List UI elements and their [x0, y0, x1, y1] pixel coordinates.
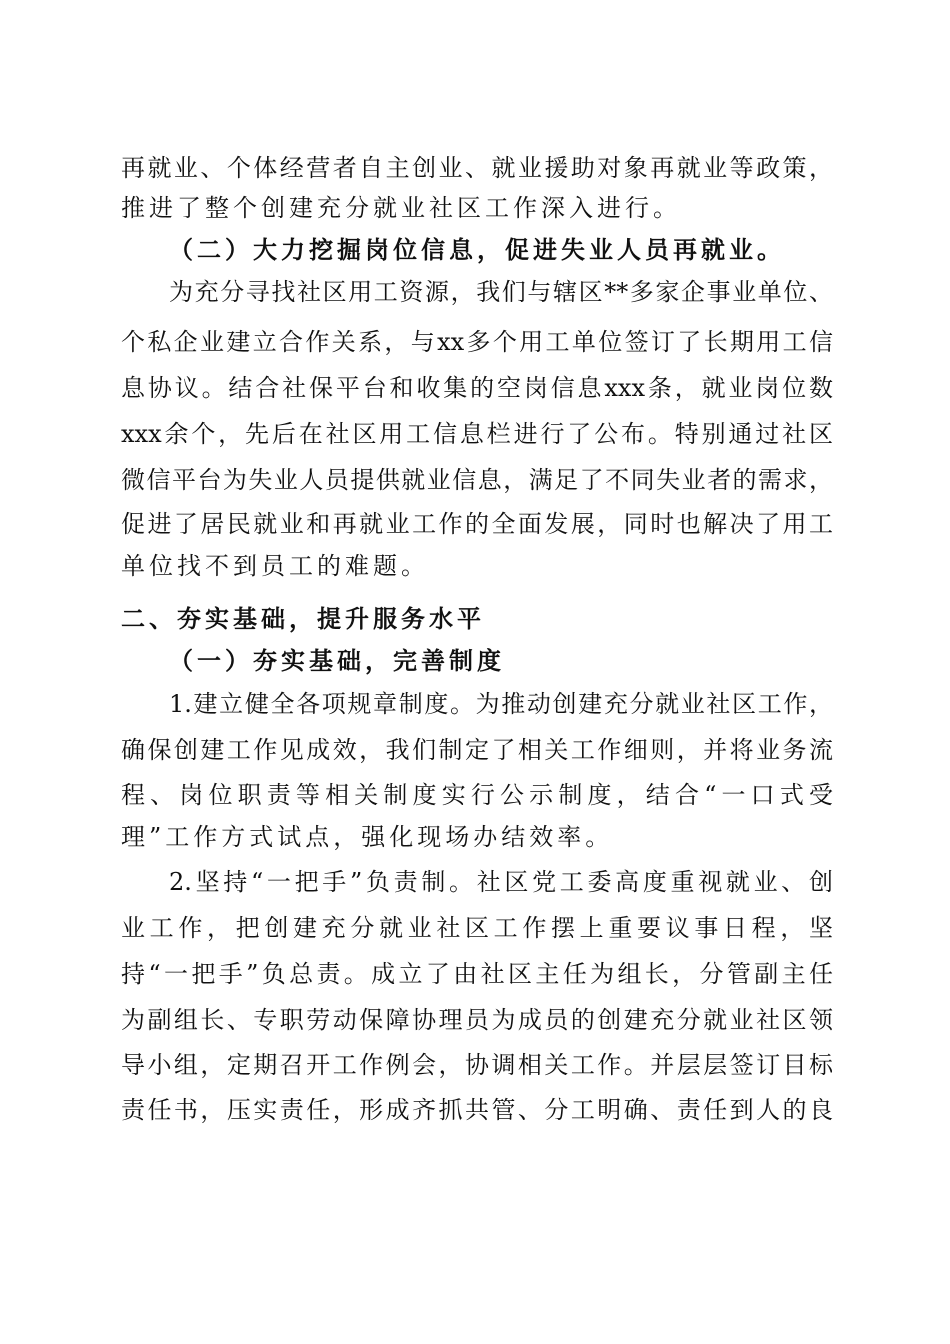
paragraph-line: 为充分寻找社区用工资源，我们与辖区**多家企事业单位、: [169, 278, 833, 306]
paragraph-line: 责任书，压实责任，形成齐抓共管、分工明确、责任到人的良: [121, 1096, 833, 1124]
section-heading: 二、夯实基础，提升服务水平: [121, 605, 485, 633]
paragraph-line: 再就业、个体经营者自主创业、就业援助对象再就业等政策，: [121, 154, 833, 182]
paragraph-line: 程、岗位职责等相关制度实行公示制度，结合“一口式受: [121, 781, 833, 809]
subsection-heading: （二）大力挖掘岗位信息，促进失业人员再就业。: [169, 236, 785, 264]
paragraph-line: 推进了整个创建充分就业社区工作深入进行。: [121, 194, 681, 222]
paragraph-line: 确保创建工作见成效，我们制定了相关工作细则，并将业务流: [121, 736, 833, 764]
paragraph-line: 个私企业建立合作关系，与xx多个用工单位签订了长期用工信: [121, 328, 833, 356]
paragraph-line: 导小组，定期召开工作例会，协调相关工作。并层层签订目标: [121, 1051, 833, 1079]
paragraph-line: xxx余个，先后在社区用工信息栏进行了公布。特别通过社区: [121, 420, 833, 448]
paragraph-line: 持“一把手”负总责。成立了由社区主任为组长，分管副主任: [121, 960, 833, 988]
paragraph-line: 理”工作方式试点，强化现场办结效率。: [121, 823, 614, 851]
paragraph-line: 2.坚持“一把手”负责制。社区党工委高度重视就业、创: [169, 868, 833, 896]
paragraph-line: 微信平台为失业人员提供就业信息，满足了不同失业者的需求，: [121, 466, 833, 494]
paragraph-line: 促进了居民就业和再就业工作的全面发展，同时也解决了用工: [121, 510, 833, 538]
paragraph-line: 息协议。结合社保平台和收集的空岗信息xxx条，就业岗位数: [121, 374, 833, 402]
paragraph-line: 为副组长、专职劳动保障协理员为成员的创建充分就业社区领: [121, 1006, 833, 1034]
subsection-heading: （一）夯实基础，完善制度: [169, 647, 505, 675]
paragraph-line: 1.建立健全各项规章制度。为推动创建充分就业社区工作，: [169, 690, 833, 718]
paragraph-line: 单位找不到员工的难题。: [121, 552, 429, 580]
paragraph-line: 业工作，把创建充分就业社区工作摆上重要议事日程，坚: [121, 914, 833, 942]
